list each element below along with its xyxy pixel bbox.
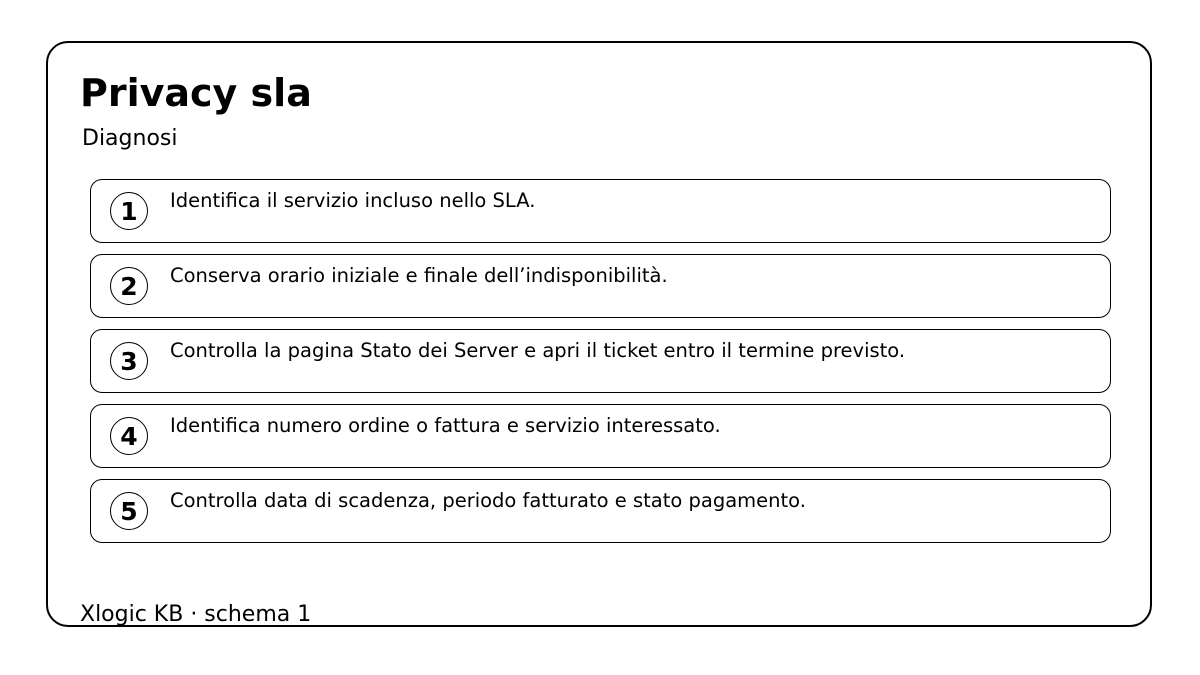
diagram-footer: Xlogic KB · schema 1	[80, 602, 312, 627]
diagram-title: Privacy sla	[80, 71, 312, 115]
step-box-3	[90, 329, 1111, 393]
step-box-2	[90, 254, 1111, 318]
step-number-badge: 2	[110, 267, 148, 305]
step-number-badge: 3	[110, 342, 148, 380]
step-box-4	[90, 404, 1111, 468]
step-box-1	[90, 179, 1111, 243]
diagram-subtitle: Diagnosi	[82, 126, 178, 151]
step-text: Conserva orario iniziale e finale dell’indisponibilità.	[170, 264, 668, 287]
step-number-badge: 5	[110, 492, 148, 530]
step-text: Controlla la pagina Stato dei Server e apri il ticket entro il termine previsto.	[170, 339, 906, 362]
step-text: Controlla data di scadenza, periodo fatturato e stato pagamento.	[170, 489, 806, 512]
step-number-badge: 4	[110, 417, 148, 455]
step-number-badge: 1	[110, 192, 148, 230]
step-text: Identifica il servizio incluso nello SLA.	[170, 189, 536, 212]
step-box-5	[90, 479, 1111, 543]
step-text: Identifica numero ordine o fattura e servizio interessato.	[170, 414, 721, 437]
